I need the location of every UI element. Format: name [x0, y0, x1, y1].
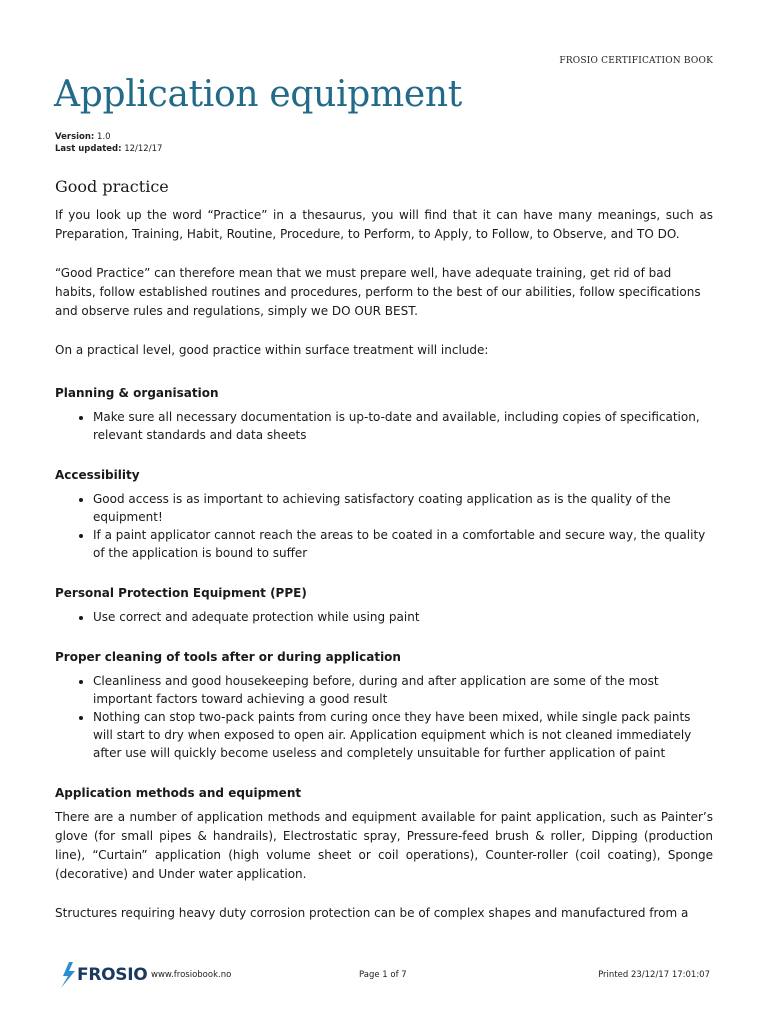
version-value: 1.0: [97, 132, 111, 142]
methods-paragraph-2: Structures requiring heavy duty corrosion protection can be of complex shapes and manufactured from a: [55, 906, 689, 920]
bullet-list-ppe: [55, 608, 713, 626]
methods-paragraph-1: There are a number of application methods and equipment available for paint application, such as Painter’s glove (for small pipes & handrails), Electrostatic spray, Pressure-feed brush & roller, Dipping (production line), “Curtain” application (high volume sheet or coil operations), Counter-roller (coil coating), Sponge (decorative) and Under water application.: [55, 810, 713, 881]
bullet-list-planning: [55, 408, 713, 444]
group-heading-cleaning: Proper cleaning of tools after or during application: [55, 650, 401, 664]
list-item: • Nothing can stop two-pack paints from curing once they have been mixed, while single pack paints will start to dry when exposed to open air. Application equipment which is not cleaned immediately after use will quickly become useless and completely unsuitable for further application of paint: [93, 708, 713, 762]
last-updated-value: 12/12/17: [124, 144, 163, 154]
footer-printed-date: Printed 23/12/17 17:01:07: [598, 970, 710, 980]
header-book-label: FROSIO CERTIFICATION BOOK: [559, 56, 713, 66]
list-item: • Use correct and adequate protection while using paint: [93, 608, 713, 626]
list-item: • If a paint applicator cannot reach the areas to be coated in a comfortable and secure way, the quality of the application is bound to suffer: [93, 526, 713, 562]
intro-paragraph-2: “Good Practice” can therefore mean that we must prepare well, have adequate training, get rid of bad habits, follow established routines and procedures, perform to the best of our abilities, follow specifications and observe rules and regulations, simply we DO OUR BEST.: [55, 266, 701, 318]
content: [55, 177, 713, 923]
section-title: Good practice: [55, 177, 169, 196]
logo-text: FROSIO: [77, 965, 148, 985]
document-meta: [55, 131, 162, 155]
footer-url[interactable]: www.frosiobook.no: [151, 970, 232, 980]
version-line: [55, 131, 162, 143]
group-heading-accessibility: Accessibility: [55, 468, 140, 482]
group-heading-methods: Application methods and equipment: [55, 786, 302, 800]
intro-paragraph-3: On a practical level, good practice within surface treatment will include:: [55, 343, 489, 357]
list-item: • Good access is as important to achieving satisfactory coating application as is the quality of the equipment!: [93, 490, 713, 526]
last-updated-line: [55, 143, 162, 155]
bullet-list-cleaning: [55, 672, 713, 762]
page-title: Application equipment: [54, 74, 462, 115]
bullet-list-accessibility: [55, 490, 713, 562]
last-updated-label: Last updated:: [55, 144, 122, 154]
page-footer: [0, 960, 768, 990]
frosio-logo-icon: [60, 962, 76, 988]
list-item: • Make sure all necessary documentation is up-to-date and available, including copies of specification, relevant standards and data sheets: [93, 408, 713, 444]
group-heading-planning: Planning & organisation: [55, 386, 219, 400]
group-heading-ppe: Personal Protection Equipment (PPE): [55, 586, 307, 600]
list-item: • Cleanliness and good housekeeping before, during and after application are some of the most important factors toward achieving a good result: [93, 672, 713, 708]
frosio-logo: [60, 960, 147, 990]
intro-paragraph-1: If you look up the word “Practice” in a thesaurus, you will find that it can have many meanings, such as Preparation, Training, Habit, Routine, Procedure, to Perform, to Apply, to Follow, to Observe, and TO DO.: [55, 208, 713, 241]
version-label: Version:: [55, 132, 95, 142]
footer-page-number: Page 1 of 7: [359, 970, 407, 980]
